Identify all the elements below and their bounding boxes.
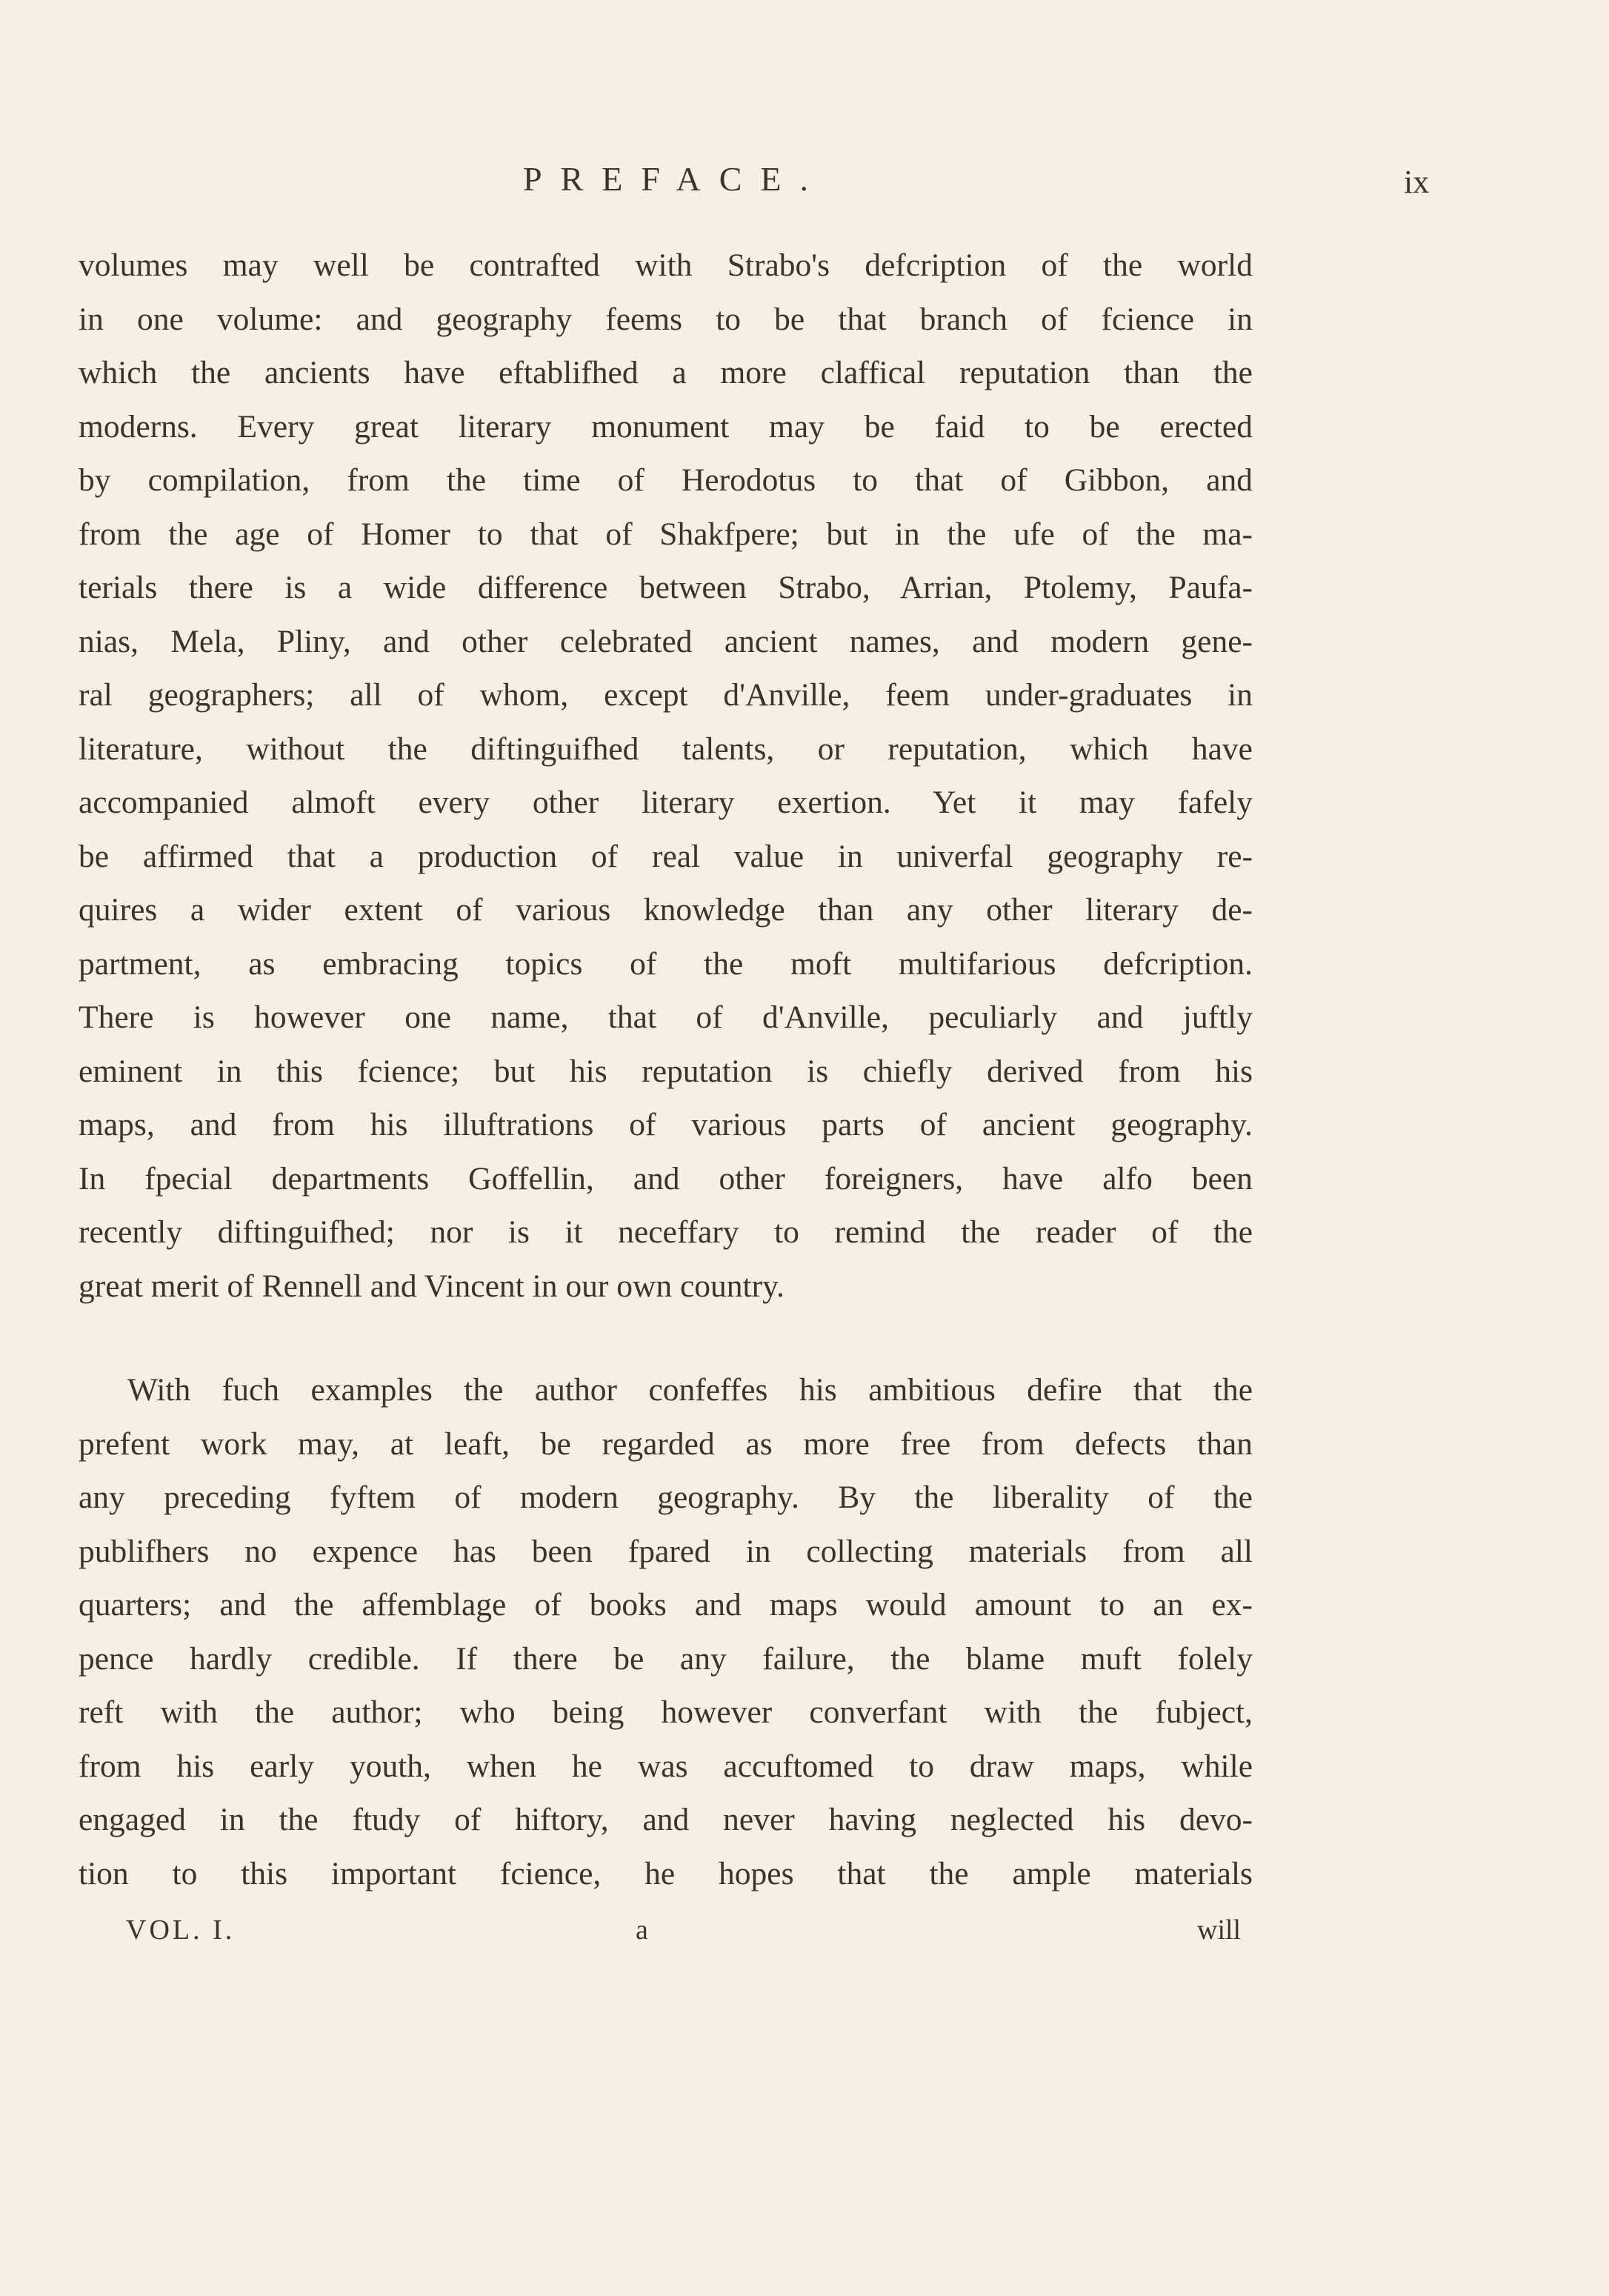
text-line: reft with the author; who being however converfant with the fubject, <box>79 1694 1253 1730</box>
text-line: maps, and from his illuftrations of various parts of ancient geography. <box>79 1107 1253 1142</box>
text-line: in one volume: and geography feems to be that branch of fcience in <box>79 301 1253 337</box>
text-line: partment, as embracing topics of the moft multifarious defcription. <box>79 945 1253 982</box>
catchword: will <box>1197 1914 1242 1946</box>
text-line: accompanied almoft every other literary exertion. Yet it may fafely <box>79 785 1253 820</box>
text-line: nias, Mela, Pliny, and other celebrated ancient names, and modern gene- <box>79 623 1253 659</box>
text-line: eminent in this fcience; but his reputation is chiefly derived from his <box>79 1053 1253 1089</box>
running-head <box>0 157 1609 202</box>
text-line: be affirmed that a production of real value in univerfal geography re- <box>79 838 1253 874</box>
text-line: pence hardly credible. If there be any failure, the blame muft folely <box>79 1640 1253 1677</box>
text-line: moderns. Every great literary monument may be faid to be erected <box>79 408 1253 445</box>
text-line: from his early youth, when he was accuftomed to draw maps, while <box>79 1748 1253 1784</box>
text-line: prefent work may, at leaft, be regarded as more free from defects than <box>79 1425 1253 1462</box>
text-line: by compilation, from the time of Herodotus to that of Gibbon, and <box>79 462 1253 498</box>
paragraph-2 <box>79 1363 1253 1900</box>
text-line: quires a wider extent of various knowledge than any other literary de- <box>79 892 1253 928</box>
text-line: quarters; and the affemblage of books and maps would amount to an ex- <box>79 1587 1253 1623</box>
text-line: tion to this important fcience, he hopes that the ample materials <box>79 1855 1253 1891</box>
page-footer <box>0 1908 1609 1952</box>
text-line: any preceding fyftem of modern geography. By the liberality of the <box>79 1480 1253 1515</box>
text-line: In fpecial departments Goffellin, and other foreigners, have alfo been <box>79 1160 1253 1197</box>
volume-signature: VOL. I. <box>126 1914 236 1946</box>
text-line: With fuch examples the author confeffes his ambitious defire that the <box>127 1372 1253 1408</box>
paragraph-1 <box>79 239 1253 1313</box>
text-line: recently diftinguifhed; nor is it neceffary to remind the reader of the <box>79 1214 1253 1250</box>
text-line: terials there is a wide difference between Strabo, Arrian, Ptolemy, Paufa- <box>79 570 1253 605</box>
text-line: engaged in the ftudy of hiftory, and never having neglected his devo- <box>79 1802 1253 1837</box>
text-line: which the ancients have eftablifhed a more claffical reputation than the <box>79 355 1253 390</box>
text-line: literature, without the diftinguifhed talents, or reputation, which have <box>79 731 1253 767</box>
text-line: from the age of Homer to that of Shakfpere; but in the ufe of the ma- <box>79 516 1253 552</box>
signature-mark: a <box>636 1914 648 1946</box>
text-line: great merit of Rennell and Vincent in our own country. <box>79 1268 784 1304</box>
text-line: ral geographers; all of whom, except d'Anville, feem under-graduates in <box>79 677 1253 713</box>
running-title: PREFACE. <box>523 160 827 198</box>
page-number: ix <box>1404 164 1430 200</box>
text-line: publifhers no expence has been fpared in collecting materials from all <box>79 1533 1253 1569</box>
text-line: There is however one name, that of d'Anville, peculiarly and juftly <box>79 999 1253 1035</box>
text-line: volumes may well be contrafted with Strabo's defcription of the world <box>79 247 1253 283</box>
